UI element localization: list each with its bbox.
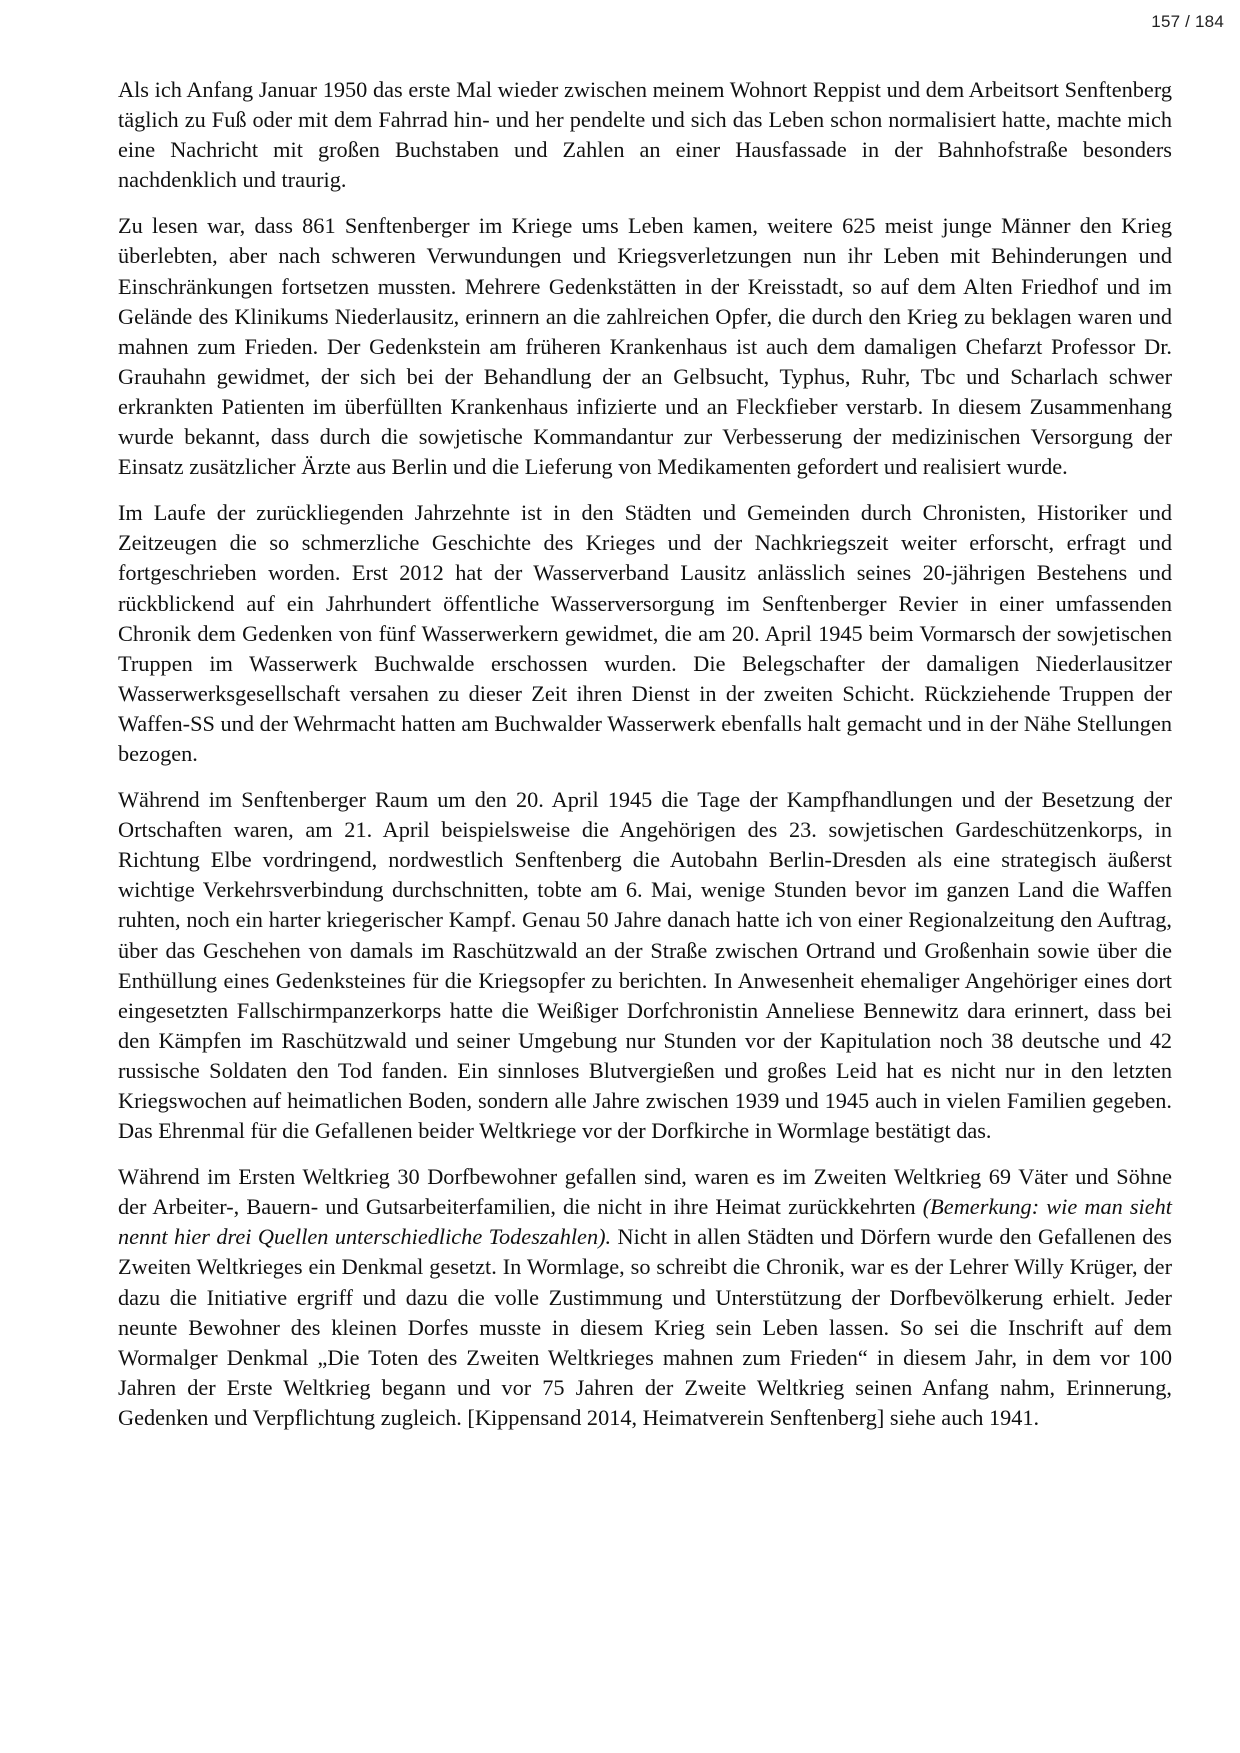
editorial-remark: (Bemerkung: wie man sieht nennt hier drei Quellen unterschiedliche Todeszahlen).: [118, 1194, 1172, 1250]
document-body: [118, 75, 1172, 1449]
paragraph: Als ich Anfang Januar 1950 das erste Mal wieder zwischen meinem Wohnort Reppist und dem Arbeitsort Senftenberg täglich zu Fuß oder mit dem Fahrrad hin- und her pendelte und sich das Leben schon normalisiert hatte, machte mich eine Nachricht mit großen Buchstaben und Zahlen an einer Hausfassade in der Bahnhofstraße besonders nachdenklich und traurig.: [118, 77, 1172, 193]
paragraph: Im Laufe der zurückliegenden Jahrzehnte ist in den Städten und Gemeinden durch Chronisten, Historiker und Zeitzeugen die so schmerzliche Geschichte des Krieges und der Nachkriegszeit weiter erforscht, erfragt und fortgeschrieben worden. Erst 2012 hat der Wasserverband Lausitz anlässlich seines 20-jährigen Bestehens und rückblickend auf ein Jahrhundert öffentliche Wasserversorgung im Senftenberger Revier in einer umfassenden Chronik dem Gedenken von fünf Wasserwerkern gewidmet, die am 20. April 1945 beim Vormarsch der sowjetischen Truppen im Wasserwerk Buchwalde erschossen wurden. Die Belegschafter der damaligen Niederlausitzer Wasserwerksgesellschaft versahen zu dieser Zeit ihren Dienst in der zweiten Schicht. Rückziehende Truppen der Waffen-SS und der Wehrmacht hatten am Buchwalder Wasserwerk ebenfalls halt gemacht und in der Nähe Stellungen bezogen.: [118, 500, 1172, 766]
paragraph: Während im Senftenberger Raum um den 20. April 1945 die Tage der Kampfhandlungen und der Besetzung der Ortschaften waren, am 21. April beispielsweise die Angehörigen des 23. sowjetischen Gardeschützenkorps, in Richtung Elbe vordringend, nordwestlich Senftenberg die Autobahn Berlin-Dresden als eine strategisch äußerst wichtige Verkehrsverbindung durchschnitten, tobte am 6. Mai, wenige Stunden bevor im ganzen Land die Waffen ruhten, noch ein harter kriegerischer Kampf. Genau 50 Jahre danach hatte ich von einer Regionalzeitung den Auftrag, über das Geschehen von damals im Raschützwald an der Straße zwischen Ortrand und Großenhain sowie über die Enthüllung eines Gedenksteines für die Kriegsopfer zu berichten. In Anwesenheit ehemaliger Angehöriger eines dort eingesetzten Fallschirmpanzerkorps hatte die Weißiger Dorfchronistin Anneliese Bennewitz dara erinnert, dass bei den Kämpfen im Raschützwald und seiner Umgebung nur Stunden vor der Kapitulation noch 38 deutsche und 42 russische Soldaten den Tod fanden. Ein sinnloses Blutvergießen und großes Leid hat es nicht nur in den letzten Kriegswochen auf heimatlichen Boden, sondern alle Jahre zwischen 1939 und 1945 auch in vielen Familien gegeben. Das Ehrenmal für die Gefallenen beider Weltkriege vor der Dorfkirche in Wormlage bestätigt das.: [118, 787, 1172, 1144]
paragraph-text: Nicht in allen Städten und Dörfern wurde den Gefallenen des Zweiten Weltkrieges ein Denkmal gesetzt. In Wormlage, so schreibt die Chronik, war es der Lehrer Willy Krüger, der dazu die Initiative ergriff und dazu die volle Zustimmung und Unterstützung der Dorfbevölkerung erhielt. Jeder neunte Bewohner des kleinen Dorfes musste in diesem Krieg sein Leben lassen. So sei die Inschrift auf dem Wormalger Denkmal „Die Toten des Zweiten Weltkrieges mahnen zum Frieden“ in diesem Jahr, in dem vor 100 Jahren der Erste Weltkrieg begann und vor 75 Jahren der Zweite Weltkrieg seinen Anfang nahm, Erinnerung, Gedenken und Verpflichtung zugleich. [Kippensand 2014, Heimatverein Senftenberg] siehe auch 1941.: [118, 1224, 1172, 1430]
page-number: 157 / 184: [1151, 12, 1224, 31]
paragraph: Zu lesen war, dass 861 Senftenberger im Kriege ums Leben kamen, weitere 625 meist junge Männer den Krieg überlebten, aber nach schweren Verwundungen und Kriegsverletzungen nun ihr Leben mit Behinderungen und Einschränkungen fortsetzen mussten. Mehrere Gedenkstätten in der Kreisstadt, so auf dem Alten Friedhof und im Gelände des Klinikums Niederlausitz, erinnern an die zahlreichen Opfer, die durch den Krieg zu beklagen waren und mahnen zum Frieden. Der Gedenkstein am früheren Krankenhaus ist auch dem damaligen Chefarzt Professor Dr. Grauhahn gewidmet, der sich bei der Behandlung der an Gelbsucht, Typhus, Ruhr, Tbc und Scharlach schwer erkrankten Patienten im überfüllten Krankenhaus infizierte und an Fleckfieber verstarb. In diesem Zusammenhang wurde bekannt, dass durch die sowjetische Kommandantur zur Verbesserung der medizinischen Versorgung der Einsatz zusätzlicher Ärzte aus Berlin und die Lieferung von Medikamenten gefordert und realisiert wurde.: [118, 213, 1172, 480]
paragraph: [118, 1162, 1172, 1433]
paragraph-text: Während im Ersten Weltkrieg 30 Dorfbewohner gefallen sind, waren es im Zweiten Weltkrieg 69 Väter und Söhne der Arbeiter-, Bauern- und Gutsarbeiterfamilien, die nicht in ihre Heimat zurückkehrten: [118, 1164, 1172, 1220]
